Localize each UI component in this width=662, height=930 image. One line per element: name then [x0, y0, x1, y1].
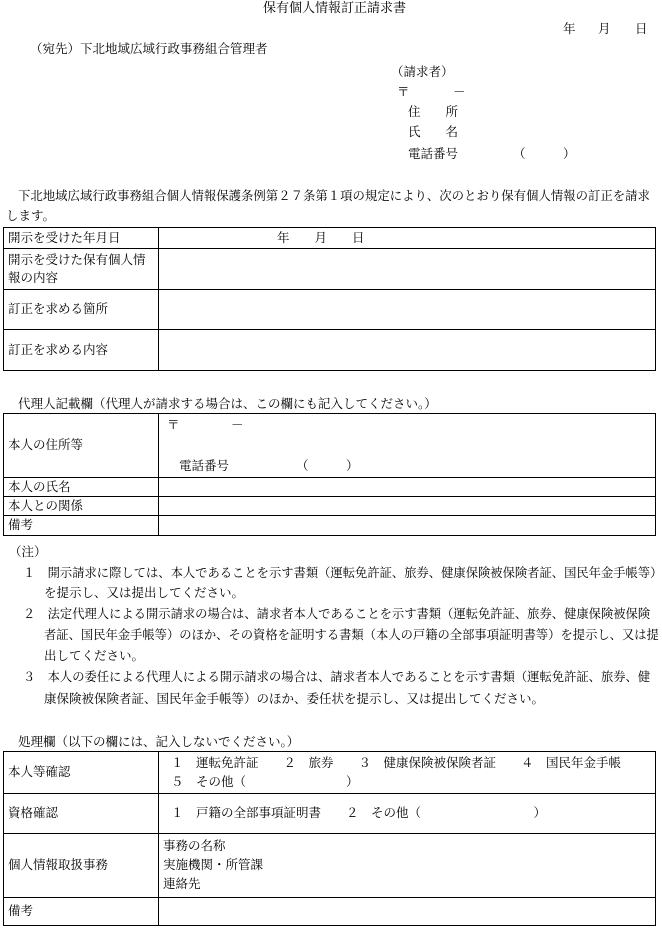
- table-row: [4, 249, 656, 290]
- disclosed-info-label-line1: 開示を受けた保有個人情: [8, 251, 146, 267]
- requester-name-label: 氏 名: [408, 124, 459, 139]
- disclosure-date-value: 年 月 日: [277, 229, 365, 245]
- handling-affairs-label: 個人情報取扱事務: [4, 834, 159, 898]
- principal-address-field[interactable]: [159, 414, 656, 478]
- table-row: [4, 834, 656, 898]
- table-row: [4, 497, 656, 516]
- notes-heading: （注）: [9, 544, 47, 559]
- identity-check-options: [159, 752, 656, 794]
- qualification-check-options: １ 戸籍の全部事項証明書 ２ その他（ ）: [159, 794, 656, 834]
- principal-postal-mark: 〒: [167, 417, 180, 432]
- intro-line2: します。: [6, 208, 56, 223]
- principal-phone-parens: （ ）: [296, 458, 359, 473]
- requester-phone-parens: （ ）: [513, 146, 576, 161]
- intro-line1: 下北地域広域行政事務組合個人情報保護条例第２７条第１項の規定により、次のとおり保有個人情報の訂正を請求: [18, 188, 650, 203]
- handling-affairs-name: 事務の名称: [163, 838, 226, 854]
- requester-address-label: 住 所: [408, 104, 459, 119]
- processing-section-heading: 処理欄（以下の欄には、記入しないでください。）: [18, 734, 300, 749]
- note-2-line2: 者証、国民年金手帳等）のほか、その資格を証明する書類（本人の戸籍の全部事項証明書等）を提示し、又は提: [44, 628, 659, 642]
- table-row: [4, 478, 656, 497]
- date-day: 日: [635, 21, 648, 36]
- agent-remarks-field[interactable]: [159, 516, 656, 536]
- principal-name-label: 本人の氏名: [4, 478, 159, 497]
- principal-relation-label: 本人との関係: [4, 497, 159, 516]
- principal-postal-dash: －: [231, 417, 244, 432]
- note-2-line1: ２ 法定代理人による開示請求の場合は、請求者本人であることを示す書類（運転免許証、旅券、健康保険被保険: [23, 607, 651, 621]
- handling-affairs-agency: 実施機関・所管課: [163, 857, 264, 873]
- disclosed-info-label-line2: 報の内容: [8, 270, 59, 285]
- principal-name-field[interactable]: [159, 478, 656, 497]
- processing-remarks-label: 備考: [4, 898, 159, 926]
- identity-options-line2: ５ その他（ ）: [171, 773, 359, 789]
- main-table: [3, 227, 656, 371]
- requester-postal-mark: 〒: [397, 84, 410, 99]
- requester-postal-dash: －: [453, 84, 466, 99]
- table-row: [4, 290, 656, 330]
- correction-content-field[interactable]: [159, 330, 656, 371]
- identity-options-line1: １ 運転免許証 ２ 旅券 ３ 健康保険被保険者証 ４ 国民年金手帳: [171, 754, 622, 770]
- table-row: [4, 330, 656, 371]
- note-3-line2: 康保険被保険者証、国民年金手帳等）のほか、委任状を提示し、又は提出してください。: [44, 691, 545, 706]
- correction-content-label: 訂正を求める内容: [4, 330, 159, 371]
- qualification-check-label: 資格確認: [4, 794, 159, 834]
- table-row: [4, 414, 656, 478]
- handling-affairs-contact: 連絡先: [163, 875, 201, 891]
- processing-remarks-field[interactable]: [159, 898, 656, 926]
- note-1-line1: １ 開示請求に際しては、本人であることを示す書類（運転免許証、旅券、健康保険被保険者証、国民年金手帳等）: [23, 566, 662, 580]
- page-title: 保有個人情報訂正請求書: [263, 1, 407, 16]
- table-row: [4, 794, 656, 834]
- table-row: [4, 898, 656, 926]
- disclosure-date-label: 開示を受けた年月日: [4, 228, 159, 249]
- note-3-line1: ３ 本人の委任による代理人による開示請求の場合は、請求者本人であることを示す書類（運転免許証、旅券、健: [23, 670, 651, 684]
- requester-heading: （請求者）: [391, 64, 454, 79]
- identity-check-label: 本人等確認: [4, 752, 159, 794]
- disclosure-date-field[interactable]: [159, 228, 656, 249]
- principal-address-label: 本人の住所等: [4, 414, 159, 478]
- note-1-line2: を提示し、又は提出してください。: [44, 585, 245, 600]
- correction-location-label: 訂正を求める箇所: [4, 290, 159, 330]
- handling-affairs-details: [159, 834, 656, 898]
- note-2-line3: 出してください。: [44, 648, 145, 663]
- principal-relation-field[interactable]: [159, 497, 656, 516]
- table-row: [4, 752, 656, 794]
- date-month: 月: [598, 21, 611, 36]
- disclosed-info-field[interactable]: [159, 249, 656, 290]
- agent-table: [3, 413, 656, 536]
- correction-location-field[interactable]: [159, 290, 656, 330]
- table-row: [4, 516, 656, 536]
- requester-phone-label: 電話番号: [408, 146, 459, 161]
- principal-phone-label: 電話番号: [179, 458, 230, 473]
- date-year: 年: [563, 21, 576, 36]
- agent-remarks-label: 備考: [4, 516, 159, 536]
- processing-table: [3, 751, 656, 926]
- agent-section-heading: 代理人記載欄（代理人が請求する場合は、この欄にも記入してください。）: [18, 396, 437, 411]
- table-row: [4, 228, 656, 249]
- addressee: （宛先）下北地域広域行政事務組合管理者: [30, 41, 268, 56]
- disclosed-info-label: [4, 249, 159, 290]
